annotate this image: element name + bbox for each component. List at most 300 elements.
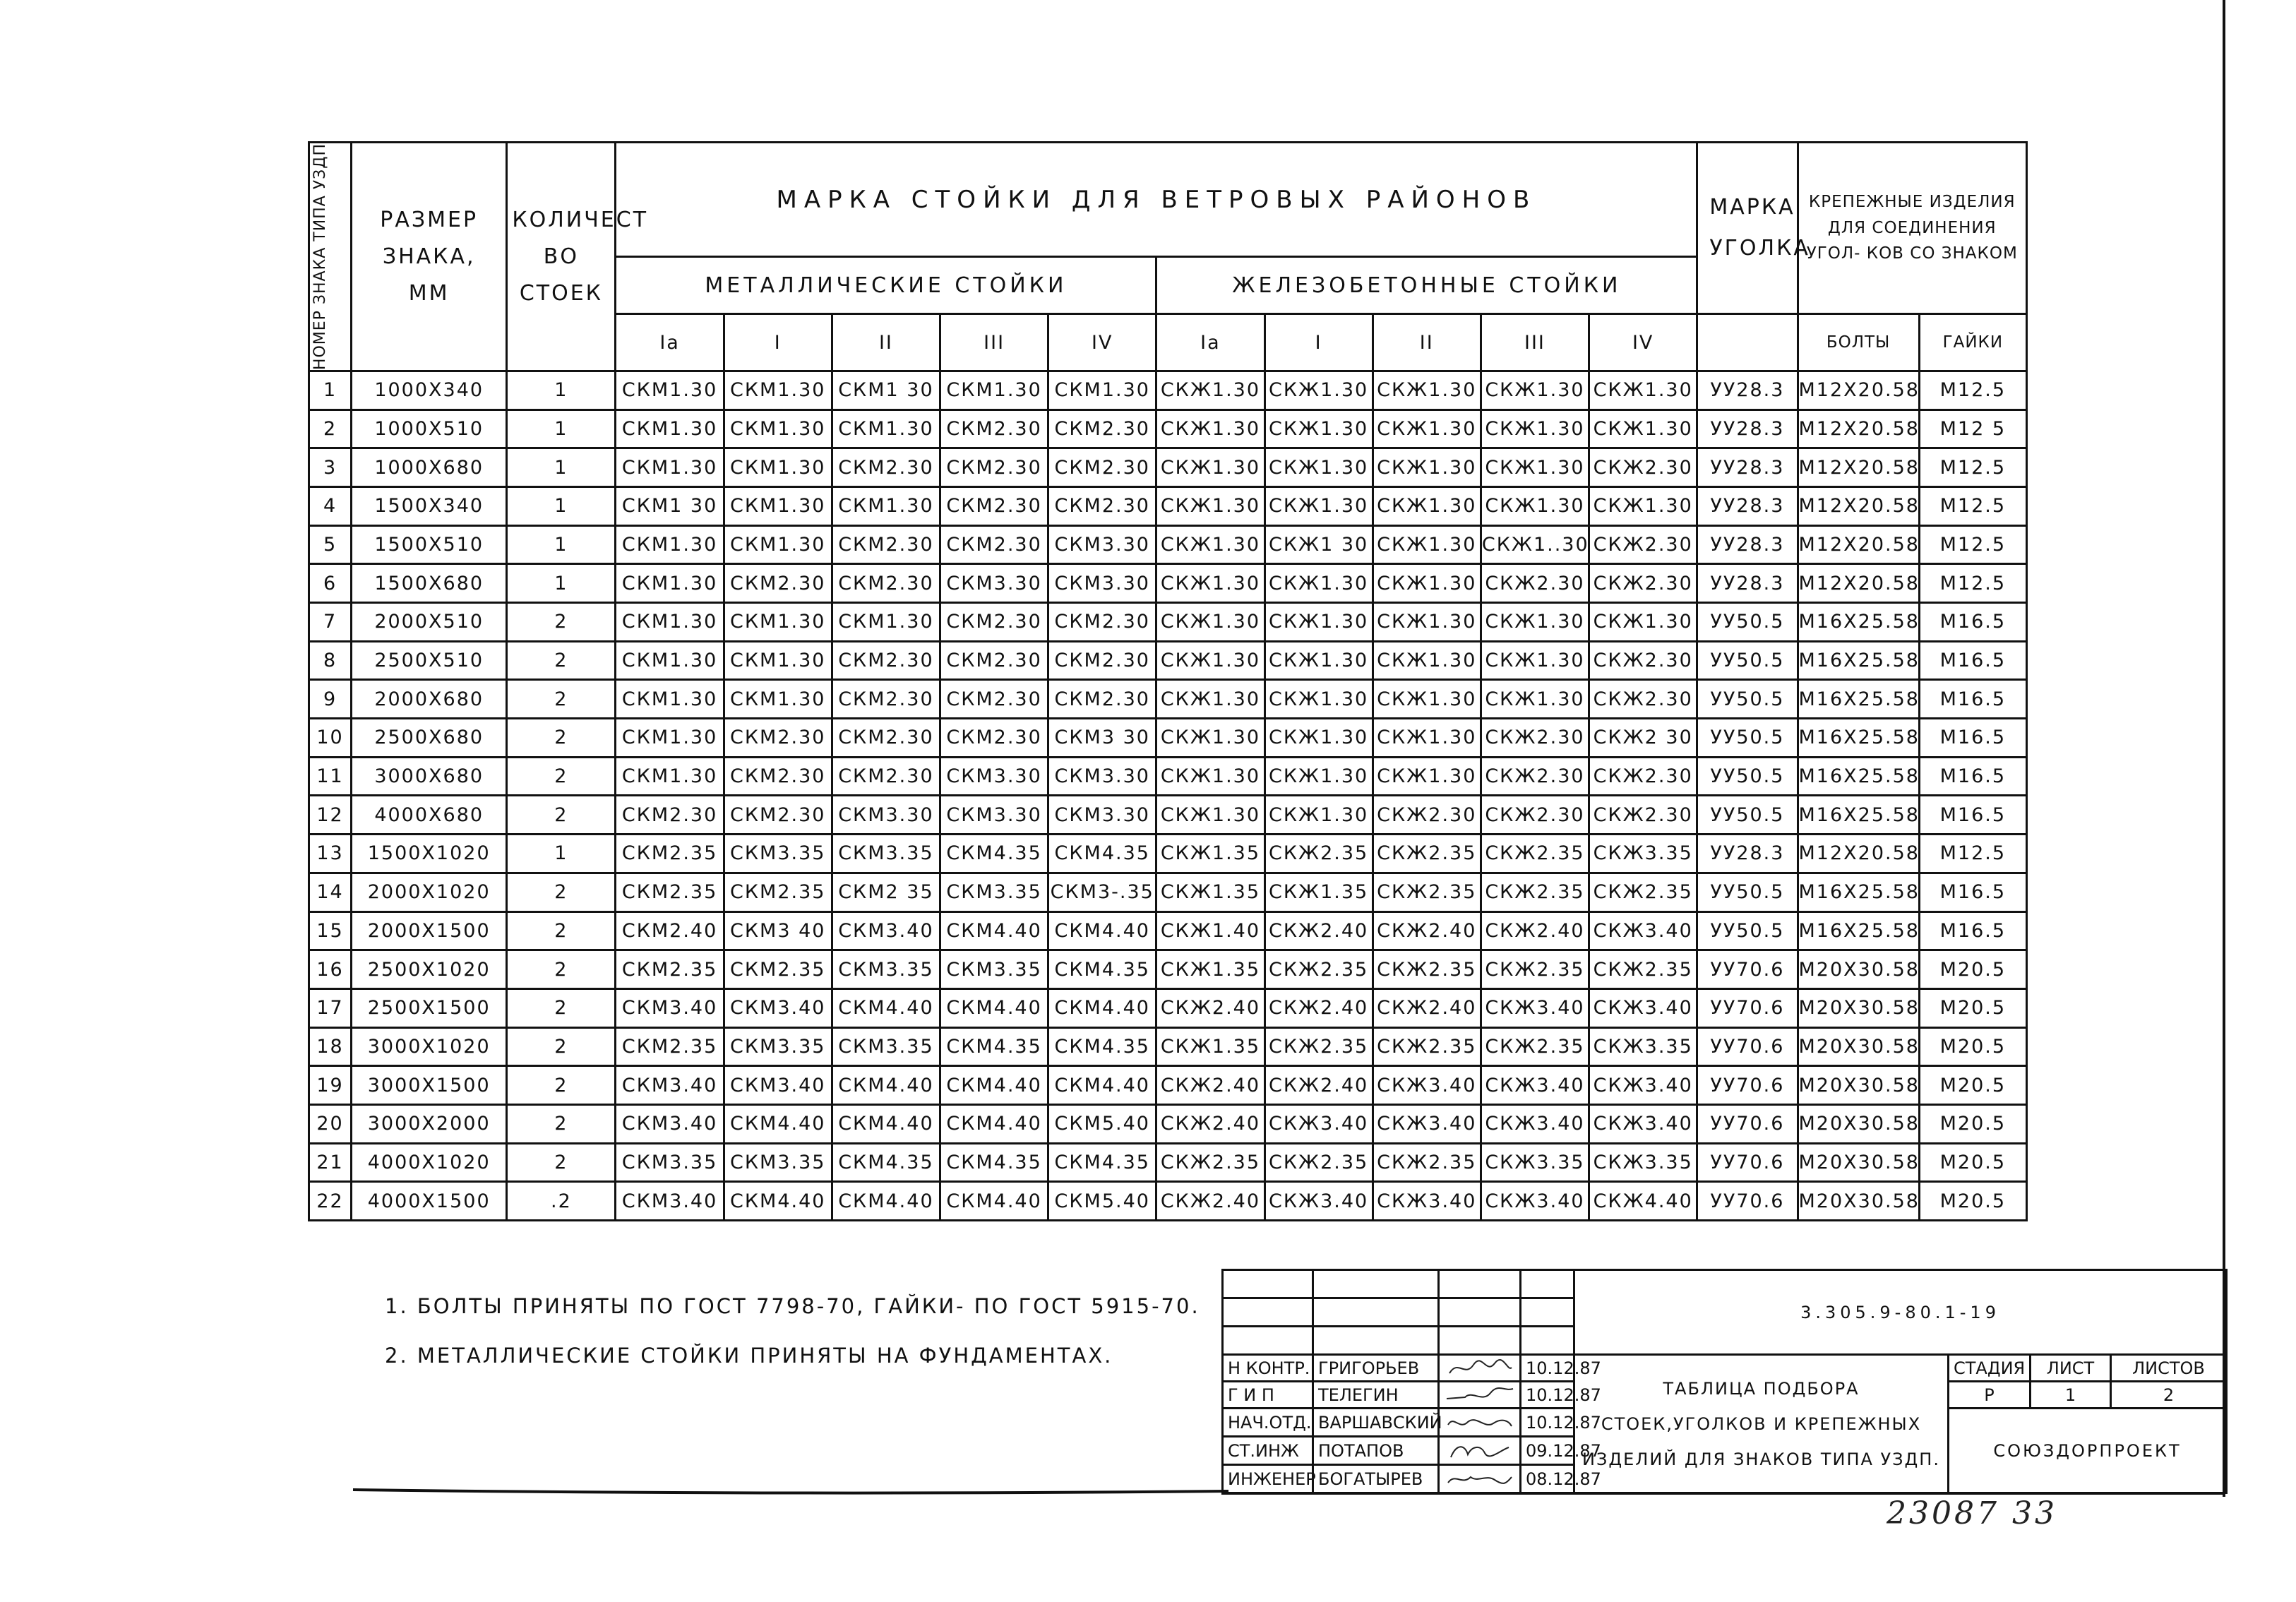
cell-count: 2 (507, 950, 616, 989)
cell-concrete-post: СКЖ3.40 (1373, 1182, 1481, 1221)
cell-concrete-post: СКЖ2.40 (1156, 1066, 1264, 1105)
cell-size: 1000X340 (352, 371, 507, 410)
cell-metal-post: СКМ2.30 (940, 641, 1048, 680)
cell-concrete-post: СКЖ1.30 (1156, 796, 1264, 835)
cell-metal-post: СКМ1.30 (724, 371, 832, 410)
cell-size: 2500X510 (352, 641, 507, 680)
cell-concrete-post: СКЖ1.30 (1373, 371, 1481, 410)
cell-metal-post: СКМ2 35 (832, 873, 940, 911)
document-number: 3.305.9-80.1-19 (1574, 1270, 2227, 1355)
cell-size: 3000X1500 (352, 1066, 507, 1105)
cell-metal-post: СКМ1.30 (832, 603, 940, 642)
cell-angle: УУ50.5 (1697, 603, 1798, 642)
header-angle: МАРКА УГОЛКА (1697, 143, 1798, 314)
cell-metal-post: СКМ4.35 (1048, 1027, 1156, 1066)
cell-metal-post: СКМ3.35 (940, 873, 1048, 911)
cell-metal-post: СКМ4.40 (1048, 988, 1156, 1027)
signer-role: НАЧ.ОТД. (1223, 1409, 1313, 1437)
cell-size: 1500X1020 (352, 835, 507, 873)
cell-metal-post: СКМ2.30 (832, 719, 940, 758)
cell-concrete-post: СКЖ2.30 (1589, 641, 1697, 680)
table-row (309, 1027, 2027, 1066)
header-fasteners: КРЕПЕЖНЫЕ ИЗДЕЛИЯ ДЛЯ СОЕДИНЕНИЯ УГОЛ- КОВ СО ЗНАКОМ (1798, 143, 2027, 314)
cell-concrete-post: СКЖ3.40 (1589, 988, 1697, 1027)
cell-count: 2 (507, 680, 616, 719)
cell-metal-post: СКМ4.40 (940, 1104, 1048, 1143)
cell-concrete-post: СКЖ1.30 (1156, 525, 1264, 564)
cell-metal-post: СКМ2.30 (1048, 603, 1156, 642)
table-row (309, 448, 2027, 487)
cell-concrete-post: СКЖ1.30 (1481, 371, 1589, 410)
cell-bolt: М12Х20.58 (1798, 410, 1919, 448)
cell-concrete-post: СКЖ1.30 (1264, 603, 1373, 642)
cell-metal-post: СКМ4.40 (940, 988, 1048, 1027)
cell-bolt: М16Х25.58 (1798, 680, 1919, 719)
table-row (309, 988, 2027, 1027)
stamp-blank (1223, 1270, 1313, 1298)
cell-metal-post: СКМ4.40 (724, 1182, 832, 1221)
cell-metal-post: СКМ4.35 (940, 1143, 1048, 1182)
cell-metal-post: СКМ3.30 (940, 796, 1048, 835)
header-concrete: ЖЕЛЕЗОБЕТОННЫЕ СТОЙКИ (1156, 257, 1697, 314)
cell-concrete-post: СКЖ1.30 (1589, 410, 1697, 448)
cell-metal-post: СКМ2.30 (832, 564, 940, 603)
cell-bolt: М20Х30.58 (1798, 1143, 1919, 1182)
cell-count: 2 (507, 603, 616, 642)
table-row (309, 371, 2027, 410)
table-row (309, 564, 2027, 603)
cell-metal-post: СКМ4.40 (832, 1104, 940, 1143)
cell-sign-number: 18 (309, 1027, 352, 1066)
cell-concrete-post: СКЖ2 30 (1589, 719, 1697, 758)
cell-concrete-post: СКЖ1.30 (1481, 410, 1589, 448)
cell-metal-post: СКМ2.40 (616, 911, 724, 950)
cell-metal-post: СКМ3.40 (724, 988, 832, 1027)
cell-bolt: М12Х20.58 (1798, 564, 1919, 603)
cell-nut: М16.5 (1919, 796, 2026, 835)
cell-metal-post: СКМ2.35 (616, 835, 724, 873)
header-region-metal: Iа (616, 314, 724, 371)
cell-concrete-post: СКЖ2.40 (1373, 911, 1481, 950)
header-region-concrete: I (1264, 314, 1373, 371)
cell-size: 3000X680 (352, 757, 507, 796)
cell-nut: М16.5 (1919, 873, 2026, 911)
cell-metal-post: СКМ4.35 (940, 835, 1048, 873)
cell-concrete-post: СКЖ1.30 (1264, 371, 1373, 410)
table-row (309, 1182, 2027, 1221)
cell-concrete-post: СКЖ2.35 (1264, 1027, 1373, 1066)
cell-angle: УУ70.6 (1697, 1182, 1798, 1221)
cell-metal-post: СКМ3.35 (724, 1027, 832, 1066)
cell-metal-post: СКМ4.40 (940, 1066, 1048, 1105)
cell-concrete-post: СКЖ2.35 (1373, 835, 1481, 873)
underline-stroke (353, 1488, 1228, 1494)
header-region-concrete: Iа (1156, 314, 1264, 371)
cell-concrete-post: СКЖ2.35 (1589, 873, 1697, 911)
stamp-blank (1313, 1327, 1439, 1355)
cell-metal-post: СКМ5.40 (1048, 1104, 1156, 1143)
cell-nut: М16.5 (1919, 641, 2026, 680)
cell-metal-post: СКМ3 40 (724, 911, 832, 950)
header-size: РАЗМЕР ЗНАКА, ММ (352, 143, 507, 371)
cell-size: 4000X1500 (352, 1182, 507, 1221)
cell-angle: УУ50.5 (1697, 641, 1798, 680)
table-row (309, 1143, 2027, 1182)
cell-concrete-post: СКЖ2.30 (1481, 564, 1589, 603)
signature (1439, 1437, 1521, 1465)
cell-metal-post: СКМ4.35 (1048, 950, 1156, 989)
signer-name: ВАРШАВСКИЙ (1313, 1409, 1439, 1437)
sheet-label: ЛИСТ (2031, 1355, 2111, 1382)
cell-concrete-post: СКЖ1.35 (1156, 950, 1264, 989)
cell-sign-number: 9 (309, 680, 352, 719)
cell-size: 2500X1020 (352, 950, 507, 989)
cell-metal-post: СКМ1.30 (724, 410, 832, 448)
cell-concrete-post: СКЖ1.30 (1156, 680, 1264, 719)
cell-metal-post: СКМ2.35 (616, 1027, 724, 1066)
cell-concrete-post: СКЖ1..30 (1481, 525, 1589, 564)
cell-concrete-post: СКЖ1.35 (1264, 873, 1373, 911)
cell-nut: М16.5 (1919, 719, 2026, 758)
stamp-blank (1313, 1270, 1439, 1298)
cell-concrete-post: СКЖ3.40 (1481, 988, 1589, 1027)
stamp-blank (1521, 1327, 1574, 1355)
cell-metal-post: СКМ2.35 (616, 873, 724, 911)
header-sign-number: НОМЕР ЗНАКА ТИПА УЗДП (309, 143, 352, 371)
cell-concrete-post: СКЖ3.35 (1589, 1027, 1697, 1066)
cell-concrete-post: СКЖ1.30 (1373, 641, 1481, 680)
cell-concrete-post: СКЖ2.35 (1481, 835, 1589, 873)
header-bolts: БОЛТЫ (1798, 314, 1919, 371)
cell-bolt: М16Х25.58 (1798, 603, 1919, 642)
cell-concrete-post: СКЖ1.30 (1264, 680, 1373, 719)
cell-count: 1 (507, 525, 616, 564)
cell-metal-post: СКМ1.30 (616, 564, 724, 603)
sheet-title: ТАБЛИЦА ПОДБОРА СТОЕК,УГОЛКОВ И КРЕПЕЖНЫХ ИЗДЕЛИЙ ДЛЯ ЗНАКОВ ТИПА УЗДП. (1574, 1355, 1949, 1493)
cell-concrete-post: СКЖ2.40 (1264, 1066, 1373, 1105)
cell-sign-number: 6 (309, 564, 352, 603)
cell-bolt: М16Х25.58 (1798, 757, 1919, 796)
cell-metal-post: СКМ2.30 (724, 796, 832, 835)
signature (1439, 1465, 1521, 1493)
cell-bolt: М12Х20.58 (1798, 371, 1919, 410)
table-row (309, 835, 2027, 873)
cell-metal-post: СКМ1 30 (616, 487, 724, 526)
cell-concrete-post: СКЖ1.30 (1264, 796, 1373, 835)
cell-metal-post: СКМ1.30 (832, 487, 940, 526)
cell-concrete-post: СКЖ1.30 (1264, 641, 1373, 680)
cell-metal-post: СКМ4.40 (832, 1066, 940, 1105)
cell-nut: М12 5 (1919, 410, 2026, 448)
cell-metal-post: СКМ2.30 (940, 719, 1048, 758)
cell-concrete-post: СКЖ1.30 (1373, 564, 1481, 603)
cell-metal-post: СКМ4.35 (1048, 835, 1156, 873)
cell-size: 4000X1020 (352, 1143, 507, 1182)
cell-concrete-post: СКЖ1.30 (1156, 448, 1264, 487)
cell-concrete-post: СКЖ1.30 (1373, 757, 1481, 796)
selection-table (308, 141, 2028, 1221)
signer-name: БОГАТЫРЕВ (1313, 1465, 1439, 1493)
cell-metal-post: СКМ1.30 (616, 525, 724, 564)
cell-metal-post: СКМ2.35 (724, 950, 832, 989)
cell-nut: М12.5 (1919, 448, 2026, 487)
header-region-metal: II (832, 314, 940, 371)
cell-size: 2500X680 (352, 719, 507, 758)
cell-metal-post: СКМ2.30 (832, 757, 940, 796)
cell-metal-post: СКМ3.35 (832, 835, 940, 873)
stamp-blank (1439, 1327, 1521, 1355)
header-post-mark: МАРКА СТОЙКИ ДЛЯ ВЕТРОВЫХ РАЙОНОВ (616, 143, 1697, 257)
cell-angle: УУ50.5 (1697, 873, 1798, 911)
cell-bolt: М20Х30.58 (1798, 988, 1919, 1027)
header-region-concrete: II (1373, 314, 1481, 371)
cell-concrete-post: СКЖ2.35 (1373, 1027, 1481, 1066)
cell-bolt: М12Х20.58 (1798, 448, 1919, 487)
cell-metal-post: СКМ4.40 (832, 988, 940, 1027)
cell-sign-number: 5 (309, 525, 352, 564)
cell-concrete-post: СКЖ3.40 (1481, 1104, 1589, 1143)
cell-concrete-post: СКЖ1.30 (1373, 680, 1481, 719)
cell-nut: М20.5 (1919, 1066, 2026, 1105)
stamp-blank (1223, 1327, 1313, 1355)
signer-role: ИНЖЕНЕР (1223, 1465, 1313, 1493)
cell-bolt: М12Х20.58 (1798, 487, 1919, 526)
cell-concrete-post: СКЖ2.35 (1156, 1143, 1264, 1182)
cell-bolt: М20Х30.58 (1798, 950, 1919, 989)
cell-bolt: М20Х30.58 (1798, 1182, 1919, 1221)
cell-metal-post: СКМ4.40 (724, 1104, 832, 1143)
cell-concrete-post: СКЖ2.40 (1264, 988, 1373, 1027)
cell-metal-post: СКМ1.30 (616, 641, 724, 680)
cell-concrete-post: СКЖ1.30 (1481, 448, 1589, 487)
signature (1439, 1382, 1521, 1409)
cell-metal-post: СКМ1 30 (832, 371, 940, 410)
cell-concrete-post: СКЖ2.40 (1156, 1104, 1264, 1143)
cell-bolt: М16Х25.58 (1798, 873, 1919, 911)
table-row (309, 603, 2027, 642)
cell-nut: М20.5 (1919, 950, 2026, 989)
cell-concrete-post: СКЖ1.30 (1373, 525, 1481, 564)
cell-metal-post: СКМ3.30 (1048, 757, 1156, 796)
cell-concrete-post: СКЖ2.30 (1589, 525, 1697, 564)
signer-date: 10.12.87 (1521, 1409, 1574, 1437)
cell-count: 1 (507, 835, 616, 873)
cell-concrete-post: СКЖ1.30 (1264, 719, 1373, 758)
cell-concrete-post: СКЖ2.35 (1373, 950, 1481, 989)
cell-sign-number: 21 (309, 1143, 352, 1182)
signer-name: ГРИГОРЬЕВ (1313, 1355, 1439, 1382)
cell-bolt: М12Х20.58 (1798, 525, 1919, 564)
cell-count: 2 (507, 873, 616, 911)
cell-concrete-post: СКЖ3.40 (1264, 1182, 1373, 1221)
cell-metal-post: СКМ1.30 (1048, 371, 1156, 410)
cell-concrete-post: СКЖ3.35 (1589, 835, 1697, 873)
cell-angle: УУ28.3 (1697, 564, 1798, 603)
cell-nut: М20.5 (1919, 988, 2026, 1027)
stage-label: СТАДИЯ (1949, 1355, 2031, 1382)
cell-concrete-post: СКЖ1.30 (1156, 757, 1264, 796)
stamp-blank (1439, 1298, 1521, 1327)
cell-count: 2 (507, 911, 616, 950)
cell-metal-post: СКМ3.30 (940, 757, 1048, 796)
cell-angle: УУ70.6 (1697, 1027, 1798, 1066)
table-row (309, 911, 2027, 950)
cell-size: 2000X680 (352, 680, 507, 719)
cell-metal-post: СКМ2.35 (724, 873, 832, 911)
cell-sign-number: 1 (309, 371, 352, 410)
cell-sign-number: 7 (309, 603, 352, 642)
cell-concrete-post: СКЖ1.30 (1373, 487, 1481, 526)
cell-metal-post: СКМ1.30 (724, 525, 832, 564)
cell-bolt: М16Х25.58 (1798, 796, 1919, 835)
cell-concrete-post: СКЖ1 30 (1264, 525, 1373, 564)
cell-concrete-post: СКЖ2.35 (1589, 950, 1697, 989)
cell-concrete-post: СКЖ1.30 (1481, 603, 1589, 642)
cell-concrete-post: СКЖ3.40 (1481, 1066, 1589, 1105)
cell-angle: УУ70.6 (1697, 988, 1798, 1027)
table-row (309, 796, 2027, 835)
cell-count: 2 (507, 796, 616, 835)
cell-sign-number: 12 (309, 796, 352, 835)
cell-metal-post: СКМ3.40 (616, 1104, 724, 1143)
cell-bolt: М20Х30.58 (1798, 1066, 1919, 1105)
table-row (309, 1104, 2027, 1143)
cell-concrete-post: СКЖ2.30 (1589, 564, 1697, 603)
cell-metal-post: СКМ4.35 (832, 1143, 940, 1182)
cell-metal-post: СКМ3.35 (940, 950, 1048, 989)
cell-size: 2000X1500 (352, 911, 507, 950)
header-region-metal: III (940, 314, 1048, 371)
cell-sign-number: 19 (309, 1066, 352, 1105)
cell-concrete-post: СКЖ1.30 (1481, 680, 1589, 719)
cell-metal-post: СКМ4.40 (1048, 911, 1156, 950)
cell-metal-post: СКМ1.30 (832, 410, 940, 448)
cell-metal-post: СКМ4.35 (940, 1027, 1048, 1066)
cell-angle: УУ28.3 (1697, 448, 1798, 487)
cell-metal-post: СКМ2.35 (616, 950, 724, 989)
cell-sign-number: 14 (309, 873, 352, 911)
cell-concrete-post: СКЖ1.30 (1373, 603, 1481, 642)
cell-metal-post: СКМ2.30 (940, 603, 1048, 642)
cell-count: 1 (507, 410, 616, 448)
cell-nut: М16.5 (1919, 680, 2026, 719)
stamp-blank (1223, 1298, 1313, 1327)
note-2: 2. МЕТАЛЛИЧЕСКИЕ СТОЙКИ ПРИНЯТЫ НА ФУНДАМЕНТАХ. (385, 1344, 1113, 1368)
cell-sign-number: 16 (309, 950, 352, 989)
cell-concrete-post: СКЖ1.35 (1156, 835, 1264, 873)
cell-angle: УУ28.3 (1697, 410, 1798, 448)
cell-metal-post: СКМ2.30 (1048, 410, 1156, 448)
cell-concrete-post: СКЖ1.30 (1481, 641, 1589, 680)
cell-count: 2 (507, 1027, 616, 1066)
cell-metal-post: СКМ3.30 (1048, 796, 1156, 835)
cell-metal-post: СКМ2.30 (940, 448, 1048, 487)
cell-concrete-post: СКЖ1.30 (1373, 719, 1481, 758)
note-1: 1. БОЛТЫ ПРИНЯТЫ ПО ГОСТ 7798-70, ГАЙКИ- ПО ГОСТ 5915-70. (385, 1294, 1200, 1318)
cell-count: 2 (507, 1066, 616, 1105)
cell-count: 1 (507, 371, 616, 410)
cell-sign-number: 13 (309, 835, 352, 873)
cell-nut: М20.5 (1919, 1143, 2026, 1182)
cell-concrete-post: СКЖ2.35 (1373, 1143, 1481, 1182)
cell-angle: УУ70.6 (1697, 1066, 1798, 1105)
cell-metal-post: СКМ2.30 (724, 719, 832, 758)
cell-bolt: М20Х30.58 (1798, 1027, 1919, 1066)
cell-concrete-post: СКЖ1.30 (1589, 487, 1697, 526)
cell-metal-post: СКМ2.30 (1048, 448, 1156, 487)
stage-value: Р (1949, 1382, 2031, 1409)
header-count: КОЛИЧЕСТ ВО СТОЕК (507, 143, 616, 371)
cell-metal-post: СКМ3.40 (724, 1066, 832, 1105)
cell-concrete-post: СКЖ1.30 (1373, 448, 1481, 487)
cell-concrete-post: СКЖ1.30 (1156, 410, 1264, 448)
cell-sign-number: 15 (309, 911, 352, 950)
cell-sign-number: 20 (309, 1104, 352, 1143)
table-row (309, 680, 2027, 719)
cell-concrete-post: СКЖ2.35 (1264, 950, 1373, 989)
cell-angle: УУ28.3 (1697, 371, 1798, 410)
stamp-blank (1313, 1298, 1439, 1327)
cell-metal-post: СКМ3.35 (832, 950, 940, 989)
cell-metal-post: СКМ1.30 (616, 680, 724, 719)
cell-bolt: М16Х25.58 (1798, 641, 1919, 680)
cell-concrete-post: СКЖ3.40 (1373, 1104, 1481, 1143)
cell-metal-post: СКМ1.30 (616, 719, 724, 758)
cell-nut: М12.5 (1919, 487, 2026, 526)
cell-metal-post: СКМ3-.35 (1048, 873, 1156, 911)
cell-count: 1 (507, 487, 616, 526)
cell-concrete-post: СКЖ3.40 (1264, 1104, 1373, 1143)
signer-role: Г И П (1223, 1382, 1313, 1409)
cell-metal-post: СКМ3.40 (832, 911, 940, 950)
cell-metal-post: СКМ1.30 (616, 603, 724, 642)
cell-metal-post: СКМ2.30 (616, 796, 724, 835)
cell-bolt: М20Х30.58 (1798, 1104, 1919, 1143)
stamp-blank (1521, 1270, 1574, 1298)
cell-concrete-post: СКЖ1.40 (1156, 911, 1264, 950)
cell-size: 3000X1020 (352, 1027, 507, 1066)
cell-count: 2 (507, 641, 616, 680)
cell-count: 1 (507, 448, 616, 487)
table-row (309, 873, 2027, 911)
cell-metal-post: СКМ1.30 (940, 371, 1048, 410)
cell-angle: УУ70.6 (1697, 950, 1798, 989)
cell-concrete-post: СКЖ1.30 (1589, 603, 1697, 642)
cell-metal-post: СКМ2.30 (940, 410, 1048, 448)
header-nuts: ГАЙКИ (1919, 314, 2026, 371)
cell-metal-post: СКМ1.30 (724, 641, 832, 680)
cell-metal-post: СКМ3.30 (832, 796, 940, 835)
cell-count: 2 (507, 1143, 616, 1182)
header-region-concrete: III (1481, 314, 1589, 371)
header-region-metal: IV (1048, 314, 1156, 371)
signer-role: Н КОНТР. (1223, 1355, 1313, 1382)
cell-metal-post: СКМ2.30 (724, 564, 832, 603)
cell-metal-post: СКМ2.30 (940, 525, 1048, 564)
cell-concrete-post: СКЖ1.30 (1156, 603, 1264, 642)
cell-metal-post: СКМ3.40 (616, 1182, 724, 1221)
cell-nut: М12.5 (1919, 371, 2026, 410)
cell-count: 1 (507, 564, 616, 603)
cell-concrete-post: СКЖ2.30 (1481, 757, 1589, 796)
cell-size: 2000X1020 (352, 873, 507, 911)
cell-concrete-post: СКЖ2.40 (1156, 988, 1264, 1027)
archive-number: 23087 33 (1887, 1495, 2057, 1531)
cell-nut: М12.5 (1919, 835, 2026, 873)
signer-date: 10.12.87 (1521, 1355, 1574, 1382)
cell-size: 1500X680 (352, 564, 507, 603)
cell-concrete-post: СКЖ1.30 (1264, 448, 1373, 487)
